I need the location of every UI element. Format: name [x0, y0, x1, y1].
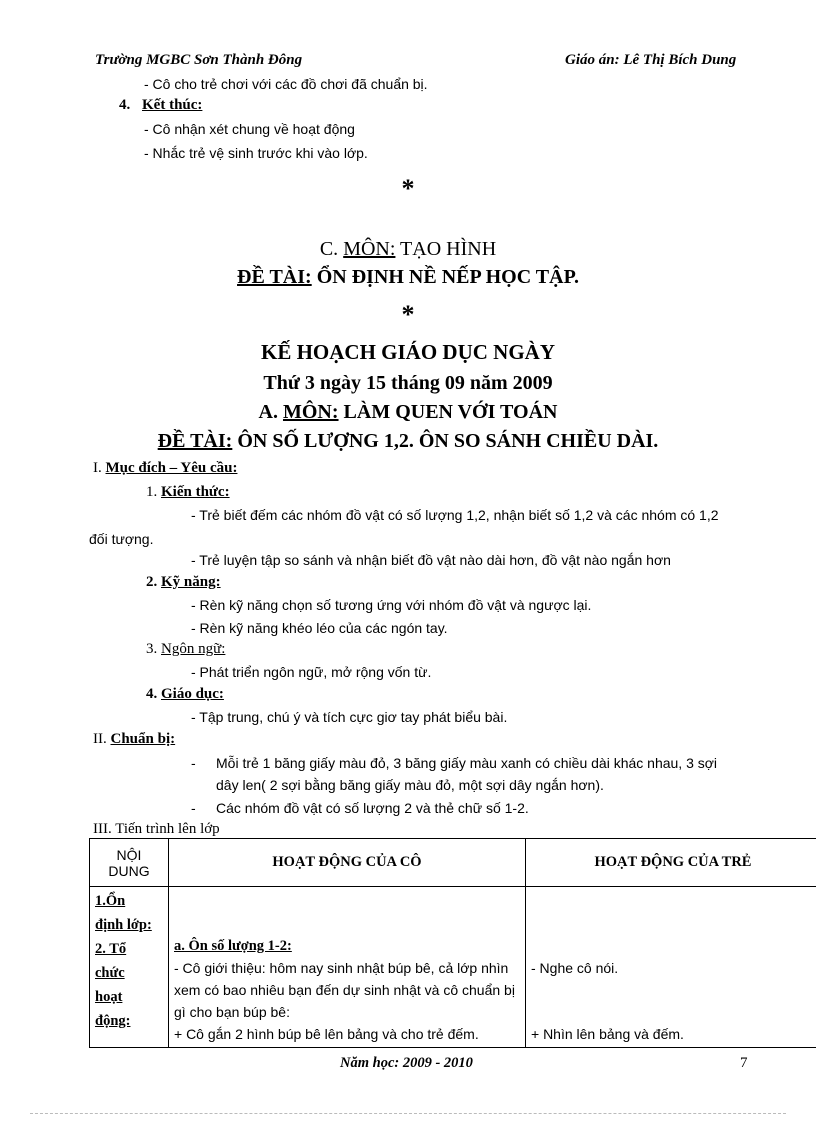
content-line-2: định lớp: [95, 917, 152, 933]
content-line-1: 1.Ổn [95, 893, 126, 909]
children-activity-1: - Nghe cô nói. [531, 960, 619, 976]
prep-line-2: Các nhóm đồ vật có số lượng 2 và thẻ chữ số 1-2. [216, 800, 529, 816]
s2-num: II. [93, 731, 111, 747]
page-number: 7 [740, 1055, 748, 1071]
s1-title: Mục đích – Yêu cầu: [105, 460, 238, 476]
knowledge-title: Kiến thức: [161, 484, 230, 500]
skill-line-1: - Rèn kỹ năng chọn số tương ứng với nhóm đồ vật và ngược lại. [191, 597, 592, 613]
end-title: Kết thúc: [142, 97, 203, 113]
prep-line-1a: Mỗi trẻ 1 băng giấy màu đỏ, 3 băng giấy màu xanh có chiều dài khác nhau, 3 sợi [216, 755, 718, 771]
s3-heading: III. Tiến trình lên lớp [93, 821, 220, 837]
s2-heading [93, 731, 175, 748]
header-content [90, 839, 169, 887]
skill-heading [146, 574, 221, 591]
plan-date: Thứ 3 ngày 15 tháng 09 năm 2009 [263, 372, 553, 394]
prep-line-1b: dây len( 2 sợi bằng băng giấy màu đỏ, một sợi dây ngắn hơn). [216, 777, 604, 793]
plan-mon-value: LÀM QUEN VỚI TOÁN [338, 401, 558, 423]
end-line-2: - Nhắc trẻ vệ sinh trước khi vào lớp. [144, 145, 368, 161]
s1-num: I. [93, 460, 106, 476]
prep-dash-1: - [191, 755, 196, 771]
section-c-mon-label: MÔN: [343, 238, 396, 260]
children-cell [526, 887, 816, 1048]
plan-topic [0, 430, 816, 453]
content-cell [90, 887, 169, 1048]
plan-de-label: ĐỀ TÀI: [157, 430, 233, 452]
language-num: 3. [146, 641, 161, 657]
star-divider-2: * [401, 300, 415, 329]
education-line-1: - Tập trung, chú ý và tích cực giơ tay phát biểu bài. [191, 709, 508, 725]
header-content-line-1: NỘI [116, 846, 142, 863]
plan-title: KẾ HOẠCH GIÁO DỤC NGÀY [260, 340, 555, 364]
section-c-title [0, 238, 816, 261]
knowledge-line-2: - Trẻ luyện tập so sánh và nhận biết đồ vật nào dài hơn, đồ vật nào ngắn hơn [191, 552, 671, 568]
teacher-activity-1: - Cô giới thiệu: hôm nay sinh nhật búp bê, cả lớp nhìn xem có bao nhiêu bạn đến dự sinh nhật và cô chuẩn bị gì cho bạn búp bê: [174, 960, 515, 1020]
section-c-de-value: ỔN ĐỊNH NỀ NẾP HỌC TẬP. [311, 266, 579, 288]
footer-year: Năm học: 2009 - 2010 [340, 1055, 473, 1071]
skill-title: Kỹ năng: [161, 574, 221, 590]
teacher-cell [169, 887, 526, 1048]
knowledge-line-1b: đối tượng. [89, 531, 154, 547]
language-title: Ngôn ngữ: [161, 641, 226, 657]
header-author: Giáo án: Lê Thị Bích Dung [565, 52, 737, 68]
section-c-de-label: ĐỀ TÀI: [237, 266, 312, 288]
s2-title: Chuẩn bị: [110, 731, 176, 747]
table-row [90, 887, 816, 1048]
end-line-1: - Cô nhận xét chung về hoạt động [144, 121, 355, 137]
knowledge-heading [146, 484, 230, 501]
header-content-line-2: DUNG [108, 862, 150, 879]
star-divider-1: * [401, 174, 415, 203]
plan-subject [0, 401, 816, 424]
table-header-row [90, 839, 816, 887]
header-school: Trường MGBC Sơn Thành Đông [95, 52, 303, 68]
knowledge-num: 1. [146, 484, 161, 500]
content-line-3: 2. Tổ [95, 941, 127, 957]
page-bottom-divider [30, 1113, 786, 1114]
header-teacher: HOẠT ĐỘNG CỦA CÔ [169, 839, 526, 887]
language-line-1: - Phát triển ngôn ngữ, mở rộng vốn từ. [191, 664, 432, 680]
content-line-6: động: [95, 1013, 131, 1029]
content-line-4: chức [95, 965, 125, 981]
content-line-5: hoạt [95, 989, 123, 1005]
education-num: 4. [146, 686, 161, 702]
plan-mon-prefix: A. [258, 401, 283, 423]
plan-de-value: ÔN SỐ LƯỢNG 1,2. ÔN SO SÁNH CHIỀU DÀI. [232, 430, 659, 452]
header-children: HOẠT ĐỘNG CỦA TRẺ [526, 839, 816, 887]
skill-line-2: - Rèn kỹ năng khéo léo của các ngón tay. [191, 620, 448, 636]
section-c-prefix: C. [319, 238, 344, 260]
education-heading [146, 686, 224, 703]
end-num: 4. [119, 97, 131, 113]
lesson-table [89, 838, 816, 1048]
knowledge-line-1a: - Trẻ biết đếm các nhóm đồ vật có số lượng 1,2, nhận biết số 1,2 và các nhóm có 1,2 [191, 507, 719, 523]
section-c-topic [0, 266, 816, 289]
end-heading [119, 97, 202, 114]
top-line-1: - Cô cho trẻ chơi với các đồ chơi đã chuẩn bị. [144, 76, 428, 92]
teacher-activity-2: + Cô gắn 2 hình búp bê lên bảng và cho trẻ đếm. [174, 1026, 479, 1042]
prep-dash-2: - [191, 800, 196, 816]
s1-heading [93, 460, 237, 477]
skill-num: 2. [146, 574, 161, 590]
language-heading [146, 641, 225, 658]
plan-mon-label: MÔN: [282, 401, 339, 423]
teacher-activity-title: a. Ôn số lượng 1-2: [174, 938, 292, 954]
section-c-mon-value: TẠO HÌNH [395, 238, 497, 260]
children-activity-2: + Nhìn lên bảng và đếm. [531, 1026, 684, 1042]
education-title: Giáo dục: [161, 686, 224, 702]
